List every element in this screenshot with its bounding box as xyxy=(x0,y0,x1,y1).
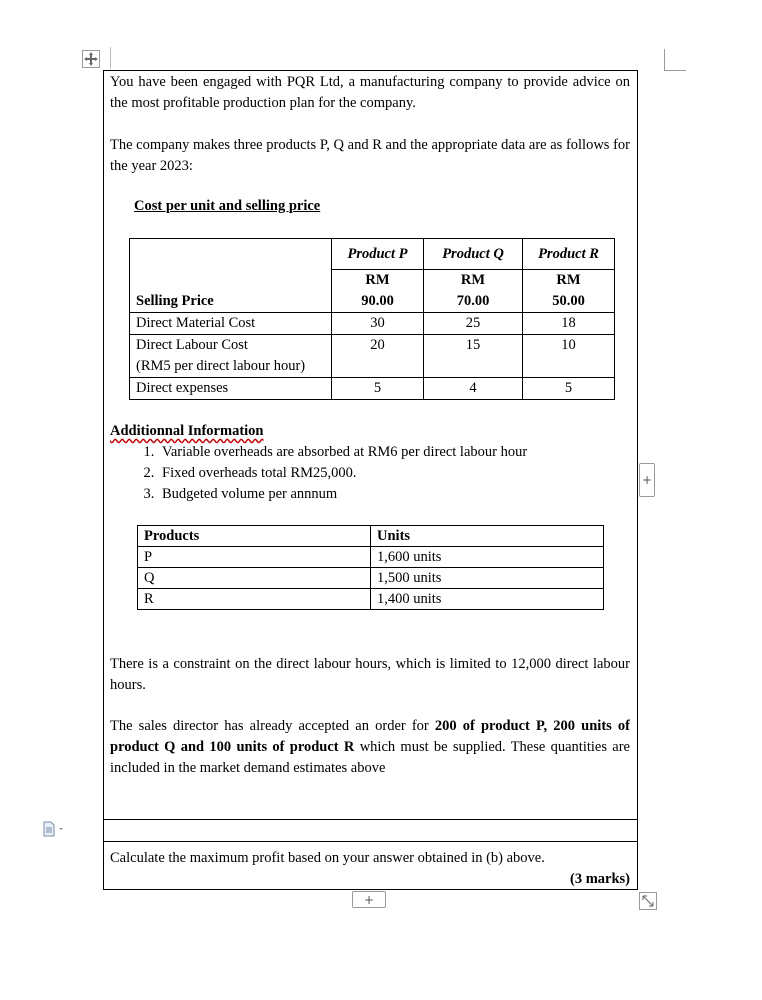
cell-value: 5 xyxy=(523,378,615,400)
row-label: Direct expenses xyxy=(130,378,332,400)
list-item: 3. Budgeted volume per annnum xyxy=(158,484,527,505)
table-row xyxy=(130,291,615,313)
cell-value: 20 xyxy=(332,335,424,357)
add-row-icon: + xyxy=(363,892,375,907)
additional-info-heading: Additionnal Information xyxy=(110,423,264,439)
table-row xyxy=(130,313,615,335)
cell-value: 4 xyxy=(424,378,523,400)
list-item: 1. Variable overheads are absorbed at RM6 per direct labour hour xyxy=(158,442,527,463)
cell-value: 18 xyxy=(523,313,615,335)
product-r-header: Product R xyxy=(523,239,615,270)
move-icon xyxy=(83,51,99,67)
table-row xyxy=(130,270,615,292)
product-p-header: Product P xyxy=(332,239,424,270)
product-cell: P xyxy=(138,547,371,568)
currency-p: RM xyxy=(332,270,424,292)
cell-value xyxy=(523,356,615,378)
order-text-post: which must be supplied. These quantities are included in the market demand estimates above xyxy=(110,739,630,776)
table-move-handle[interactable] xyxy=(82,50,100,68)
units-header: Units xyxy=(371,526,604,547)
order-text-pre: The sales director has already accepted an order for xyxy=(110,718,435,734)
products-header: Products xyxy=(138,526,371,547)
product-q-header: Product Q xyxy=(424,239,523,270)
table-row xyxy=(130,378,615,400)
cell-value: 5 xyxy=(332,378,424,400)
table-row xyxy=(130,335,615,357)
row-label: Direct Material Cost xyxy=(130,313,332,335)
table-row xyxy=(130,356,615,378)
volume-table xyxy=(137,525,604,610)
row-label: (RM5 per direct labour hour) xyxy=(130,356,332,378)
currency-q: RM xyxy=(424,270,523,292)
cost-table-label-cell xyxy=(130,270,332,292)
document-table-empty-row xyxy=(103,820,638,842)
constraint-paragraph: There is a constraint on the direct labour hours, which is limited to 12,000 direct labour hours. xyxy=(110,656,630,693)
cell-value xyxy=(332,356,424,378)
table-row xyxy=(138,568,604,589)
units-cell: 1,400 units xyxy=(371,589,604,610)
intro-paragraph-1: You have been engaged with PQR Ltd, a manufacturing company to provide advice on the most profitable production plan for the company. xyxy=(110,74,630,111)
cell-value: 50.00 xyxy=(523,291,615,313)
cell-value: 90.00 xyxy=(332,291,424,313)
units-cell: 1,600 units xyxy=(371,547,604,568)
cell-value: 25 xyxy=(424,313,523,335)
paste-options-button[interactable] xyxy=(42,821,66,837)
row-label: Selling Price xyxy=(130,291,332,313)
row-label: Direct Labour Cost xyxy=(130,335,332,357)
cell-value: 70.00 xyxy=(424,291,523,313)
table-row xyxy=(138,589,604,610)
currency-r: RM xyxy=(523,270,615,292)
question-text: Calculate the maximum profit based on your answer obtained in (b) above. xyxy=(110,850,545,866)
intro-paragraph-2: The company makes three products P, Q and R and the appropriate data are as follows for the year 2023: xyxy=(110,137,630,174)
volume-table-header-row xyxy=(138,526,604,547)
table-row xyxy=(138,547,604,568)
resize-icon xyxy=(640,893,656,909)
list-item: 2. Fixed overheads total RM25,000. xyxy=(158,463,527,484)
question-marks: (3 marks) xyxy=(569,871,630,887)
cell-value xyxy=(424,356,523,378)
cost-table-corner xyxy=(130,239,332,270)
order-text-bold: 200 of product P, 200 units of product Q and 100 units of product R xyxy=(110,718,630,755)
table-resize-handle[interactable] xyxy=(639,892,657,910)
order-paragraph xyxy=(110,716,630,779)
product-cell: Q xyxy=(138,568,371,589)
cost-table xyxy=(129,238,615,400)
page-corner-mark xyxy=(664,49,686,71)
product-cell: R xyxy=(138,589,371,610)
cell-value: 10 xyxy=(523,335,615,357)
add-column-button[interactable] xyxy=(639,463,655,497)
add-column-icon: + xyxy=(641,473,653,487)
cost-table-heading: Cost per unit and selling price xyxy=(134,198,321,214)
margin-guide xyxy=(110,47,111,69)
additional-info-list xyxy=(112,442,527,505)
cost-table-header-row xyxy=(130,239,615,270)
cell-value: 15 xyxy=(424,335,523,357)
document-icon xyxy=(42,821,66,837)
units-cell: 1,500 units xyxy=(371,568,604,589)
question-cell xyxy=(110,848,630,890)
add-row-button[interactable] xyxy=(352,891,386,908)
cell-value: 30 xyxy=(332,313,424,335)
